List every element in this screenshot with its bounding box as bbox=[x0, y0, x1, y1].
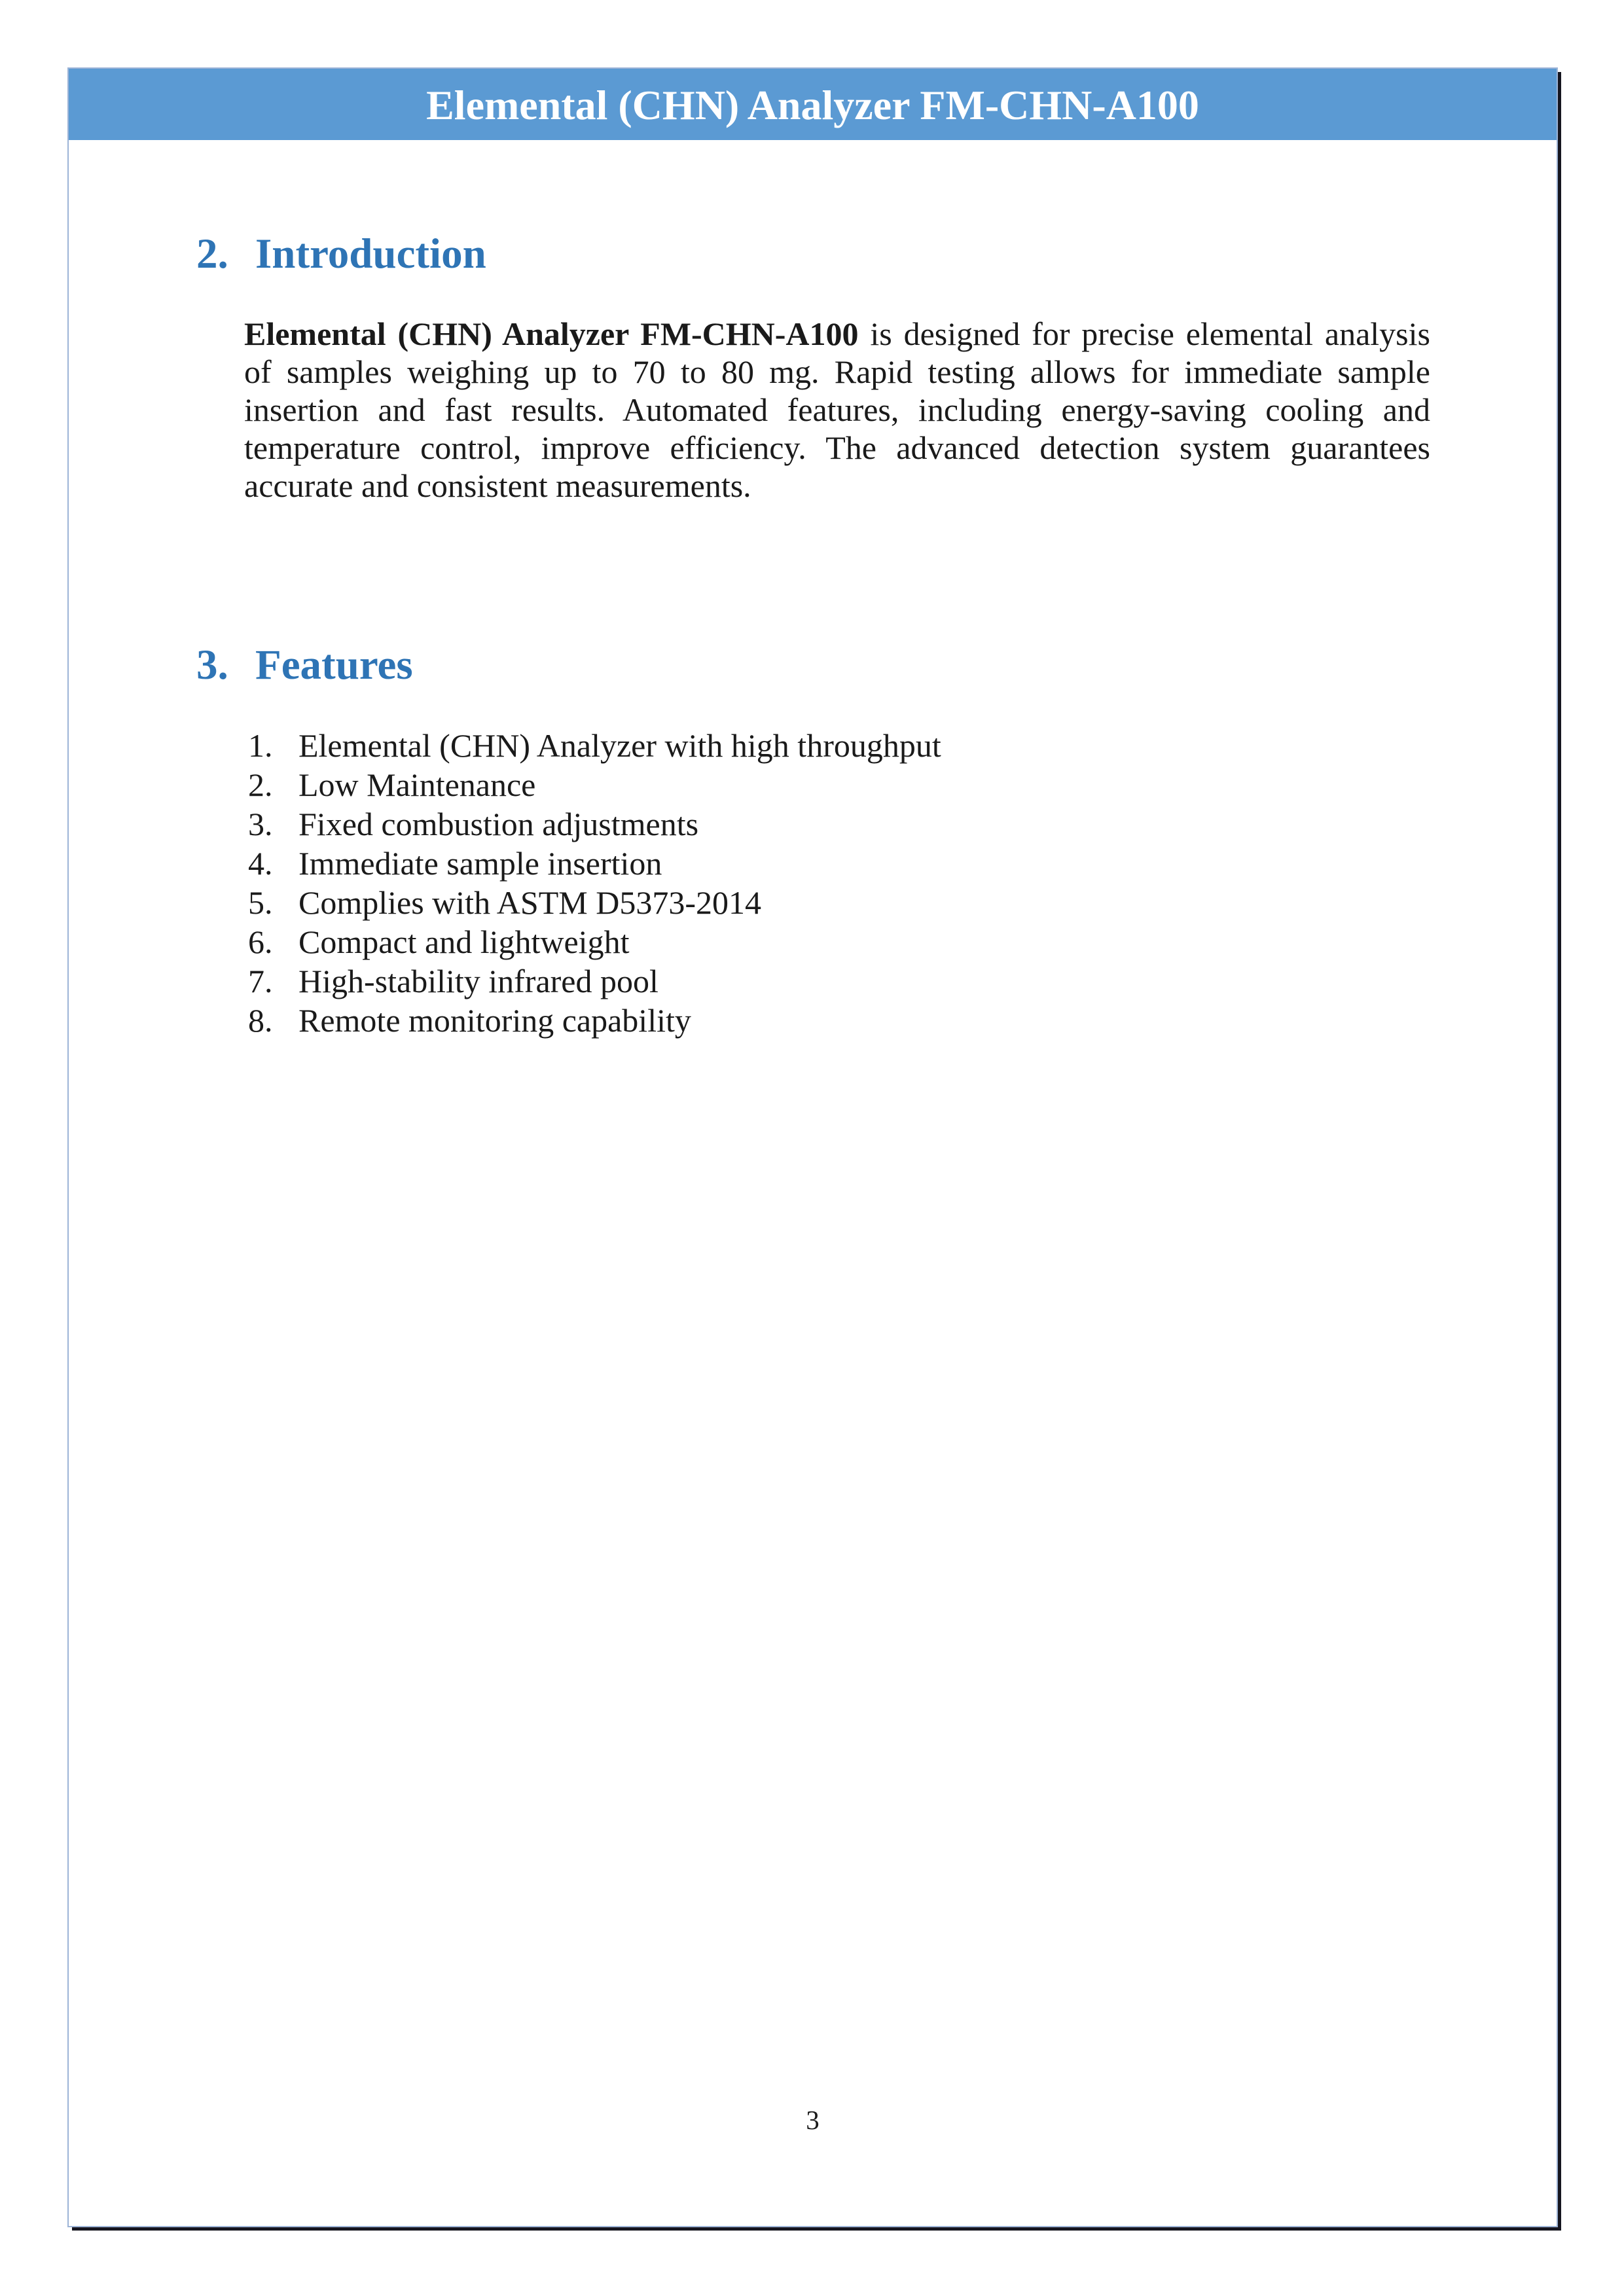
feature-text: Immediate sample insertion bbox=[298, 845, 662, 882]
section-heading-introduction bbox=[196, 231, 486, 278]
feature-text: Complies with ASTM D5373-2014 bbox=[298, 884, 761, 921]
feature-text: Fixed combustion adjustments bbox=[298, 806, 699, 842]
page-number: 3 bbox=[806, 2105, 820, 2135]
feature-item bbox=[248, 804, 941, 844]
page-border-frame bbox=[67, 67, 1558, 2227]
section-title-features: Features bbox=[255, 641, 413, 689]
feature-item bbox=[248, 961, 941, 1001]
feature-item bbox=[248, 765, 941, 804]
document-title: Elemental (CHN) Analyzer FM-CHN-A100 bbox=[426, 82, 1199, 128]
feature-item bbox=[248, 922, 941, 961]
section-heading-features bbox=[196, 642, 413, 689]
feature-number: 6. bbox=[248, 924, 273, 960]
feature-number: 7. bbox=[248, 963, 273, 999]
feature-number: 4. bbox=[248, 845, 273, 882]
feature-number: 1. bbox=[248, 727, 273, 764]
feature-number: 8. bbox=[248, 1002, 273, 1039]
section-number-features: 3. bbox=[196, 641, 228, 689]
feature-number: 5. bbox=[248, 884, 273, 921]
product-name-bold: Elemental (CHN) Analyzer FM-CHN-A100 bbox=[244, 315, 859, 352]
feature-item bbox=[248, 844, 941, 883]
feature-text: High-stability infrared pool bbox=[298, 963, 659, 999]
document-header-bar bbox=[69, 69, 1557, 140]
section-number-introduction: 2. bbox=[196, 230, 228, 278]
feature-text: Compact and lightweight bbox=[298, 924, 630, 960]
features-list bbox=[248, 726, 941, 1040]
feature-item bbox=[248, 1001, 941, 1040]
feature-text: Elemental (CHN) Analyzer with high throughput bbox=[298, 727, 941, 764]
feature-item bbox=[248, 883, 941, 922]
section-title-introduction: Introduction bbox=[255, 230, 486, 278]
feature-number: 3. bbox=[248, 806, 273, 842]
feature-item bbox=[248, 726, 941, 765]
introduction-paragraph-text: is designed for precise elemental analysis of samples weighing up to 70 to 80 mg. Rapid testing allows for immediate sample insertion and fast results. Automated features, including energy-saving cooling and temperature control, improve efficiency. The advanced detection system guarantees accurate and consistent measurements. bbox=[244, 315, 1430, 504]
feature-number: 2. bbox=[248, 766, 273, 803]
introduction-paragraph bbox=[244, 315, 1430, 505]
feature-text: Low Maintenance bbox=[298, 766, 536, 803]
feature-text: Remote monitoring capability bbox=[298, 1002, 691, 1039]
